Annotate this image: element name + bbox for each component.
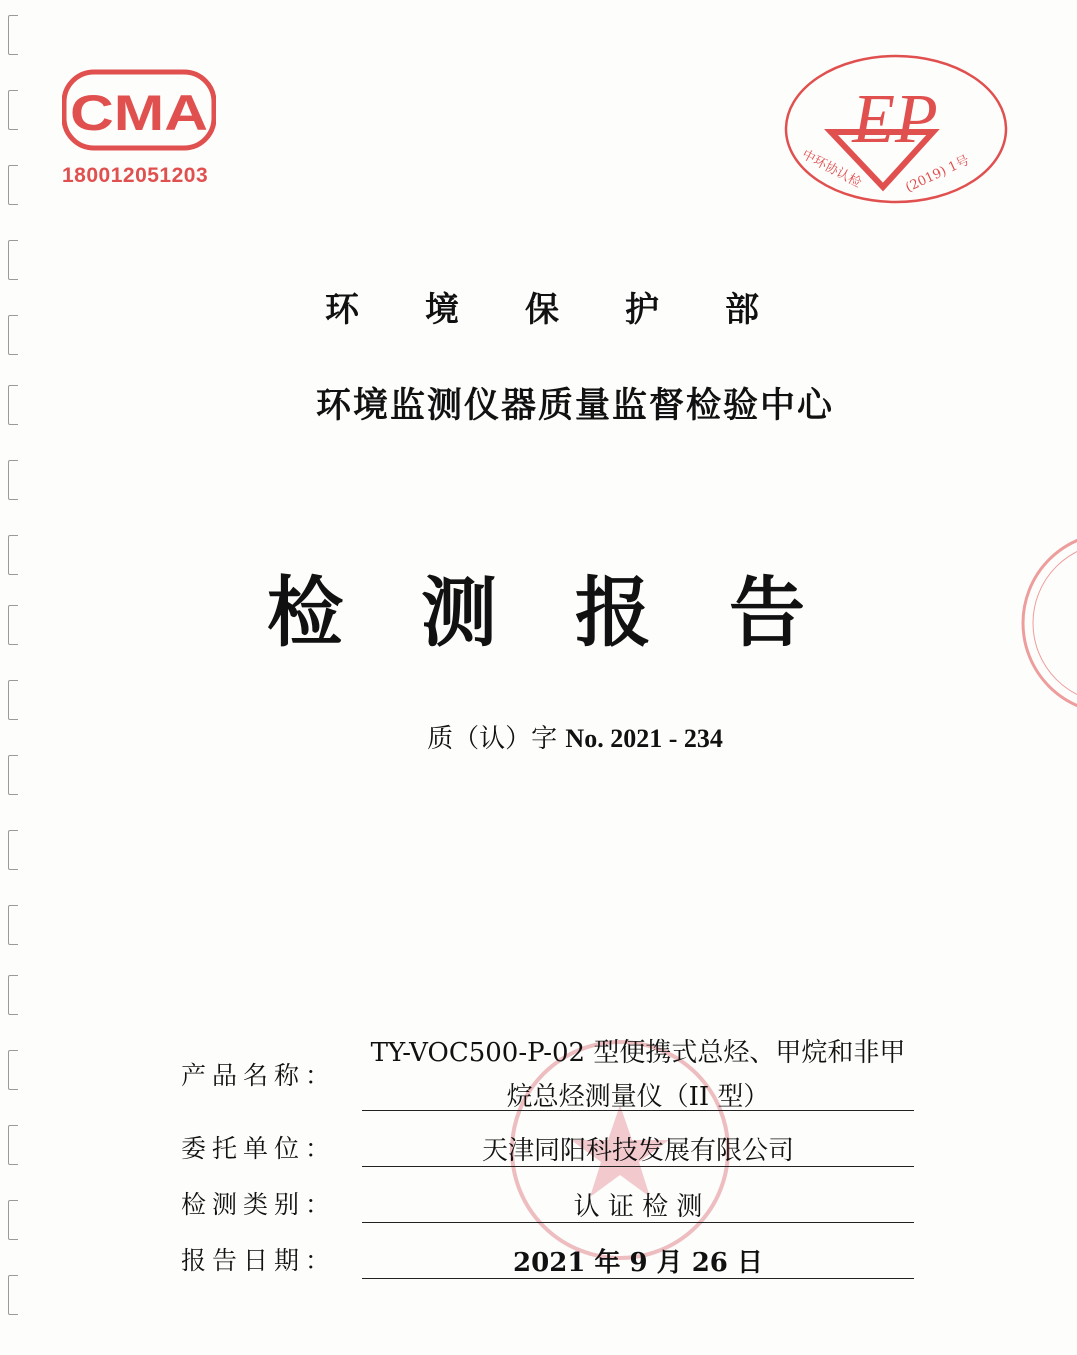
report-date-value: 2021 年 9 月 26 日 — [513, 1248, 763, 1278]
binder-hole — [8, 680, 18, 720]
report-number — [0, 718, 1077, 755]
cma-number: 180012051203 — [62, 164, 209, 187]
client-value: 天津同阳科技发展有限公司 — [481, 1136, 794, 1166]
report-number-prefix: 质（认）字 — [427, 724, 558, 754]
binder-hole — [8, 1125, 18, 1165]
binder-hole — [8, 15, 18, 55]
binder-hole — [8, 755, 18, 795]
ep-stamp-left-text: 中环协认检 — [799, 147, 864, 192]
binder-hole — [8, 975, 18, 1015]
binder-hole — [8, 1200, 18, 1240]
ministry-title: 环境保护部 — [325, 290, 825, 330]
binder-hole — [8, 460, 18, 500]
ep-logo-text: EP — [852, 81, 938, 158]
report-number-value: No. 2021 - 234 — [565, 724, 723, 753]
binder-hole — [8, 240, 18, 280]
divider — [362, 1166, 914, 1167]
product-name-label: 产品名称： — [181, 1061, 337, 1090]
binder-hole — [8, 905, 18, 945]
ep-stamp-right-text: (2019) 1号 — [903, 153, 972, 196]
binder-hole — [8, 830, 18, 870]
divider — [362, 1222, 914, 1223]
divider — [362, 1278, 914, 1279]
divider — [362, 1110, 914, 1111]
ep-certification-stamp — [783, 52, 1009, 210]
product-name-value-line1: TY-VOC500-P-02 型便携式总烃、甲烷和非甲 — [370, 1038, 906, 1068]
client-label: 委托单位： — [181, 1134, 337, 1163]
test-type-value: 认 证 检 测 — [573, 1192, 703, 1222]
binder-hole — [8, 1050, 18, 1090]
product-name-value-line2: 烷总烃测量仪（II 型） — [506, 1082, 770, 1112]
binder-hole — [8, 165, 18, 205]
binder-hole — [8, 1275, 18, 1315]
binder-hole — [8, 90, 18, 130]
report-date-label: 报告日期： — [181, 1246, 337, 1275]
center-title: 环境监测仪器质量监督检验中心 — [315, 385, 834, 426]
report-title: 检测报告 — [267, 568, 883, 657]
cma-logo-text: CMA — [70, 85, 208, 141]
cma-logo — [62, 68, 216, 152]
test-type-label: 检测类别： — [181, 1190, 337, 1219]
